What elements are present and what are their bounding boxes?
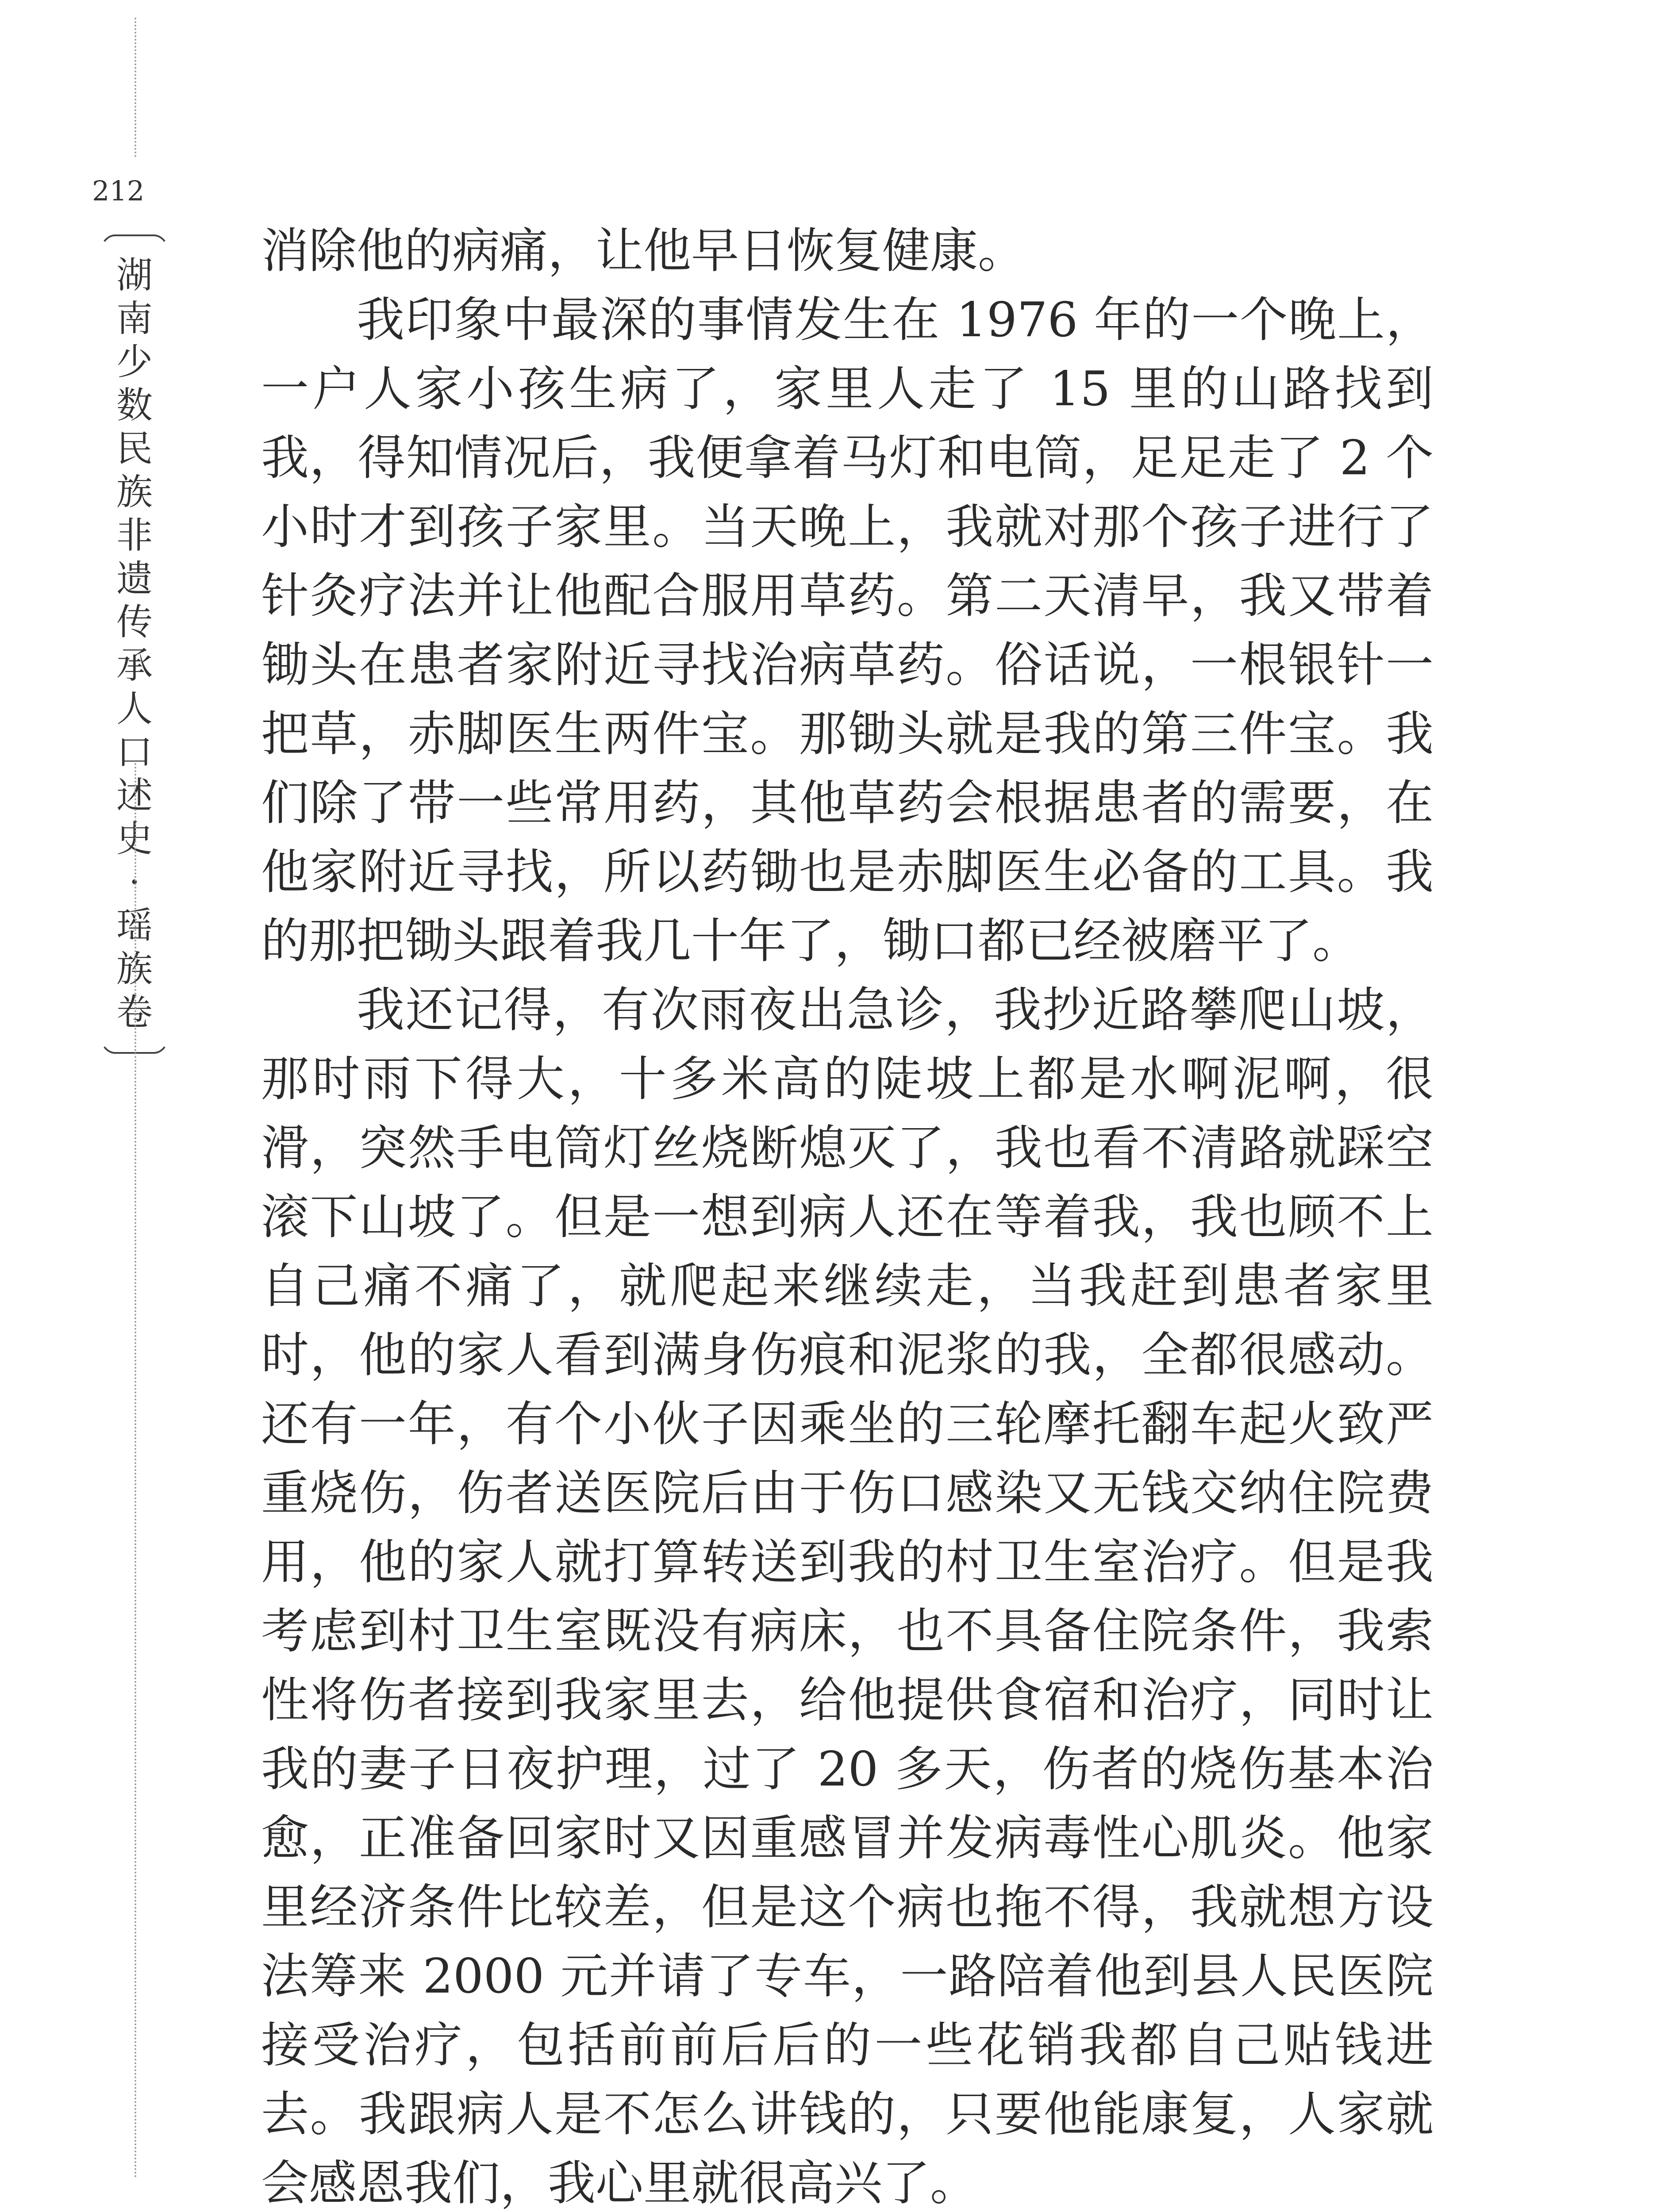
running-title-char: 史: [116, 818, 153, 860]
running-title-char: 族: [116, 471, 153, 513]
running-title-char: 遗: [116, 558, 153, 600]
running-title-char: 非: [116, 515, 153, 557]
margin-rule-bottom: [135, 763, 136, 2179]
paragraph: 我印象中最深的事情发生在 1976 年的一个晚上，一户人家小孩生病了，家里人走了 15 里的山路找到我，得知情况后，我便拿着马灯和电筒，足足走了 2 个小时才到孩子家里。当天晚上，我就对那个孩子进行了针灸疗法并让他配合服用草药。第二天清早，我又带着锄头在患者家附近寻找治病草药。俗话说，一根银针一把草，赤脚医生两件宝。那锄头就是我的第三件宝。我们除了带一些常用药，其他草药会根据患者的需要，在他家附近寻找，所以药锄也是赤脚医生必备的工具。我的那把锄头跟着我几十年了，锄口都已经被磨平了。: [261, 292, 1434, 969]
running-title-char: 瑶: [116, 905, 153, 947]
running-title-char: 卷: [116, 991, 153, 1033]
running-title-char: 南: [116, 298, 153, 340]
running-title-char: 人: [116, 688, 153, 730]
running-title-char: 湖: [116, 254, 153, 296]
paragraph: 我还记得，有次雨夜出急诊，我抄近路攀爬山坡，那时雨下得大，十多米高的陡坡上都是水啊泥啊，很滑，突然手电筒灯丝烧断熄灭了，我也看不清路就踩空滚下山坡了。但是一想到病人还在等着我，我也顾不上自己痛不痛了，就爬起来继续走，当我赶到患者家里时，他的家人看到满身伤痕和泥浆的我，全都很感动。还有一年，有个小伙子因乘坐的三轮摩托翻车起火致严重烧伤，伤者送医院后由于伤口感染又无钱交纳住院费用，他的家人就打算转送到我的村卫生室治疗。但是我考虑到村卫生室既没有病床，也不具备住院条件，我索性将伤者接到我家里去，给他提供食宿和治疗，同时让我的妻子日夜护理，过了 20 多天，伤者的烧伤基本治愈，正准备回家时又因重感冒并发病毒性心肌炎。他家里经济条件比较差，但是这个病也拖不得，我就想方设法筹来 2000 元并请了专车，一路陪着他到县人民医院接受治疗，包括前前后后的一些花销我都自己贴钱进去。我跟病人是不怎么讲钱的，只要他能康复，人家就会感恩我们，我心里就很高兴了。: [261, 983, 1434, 2211]
running-title-char: 数: [116, 384, 153, 426]
margin-rule-top: [135, 18, 136, 157]
running-title-char: 少: [116, 341, 153, 383]
running-title-char: 口: [116, 731, 153, 773]
body-text: [261, 217, 1434, 2212]
running-title-char: 述: [116, 775, 153, 817]
paragraph: 消除他的病痛，让他早日恢复健康。: [261, 223, 1026, 279]
running-title-char: 传: [116, 601, 153, 643]
running-title-char: ·: [128, 861, 141, 903]
running-title-char: 族: [116, 948, 153, 990]
running-title-char: 承: [116, 645, 153, 687]
running-title-char: 民: [116, 428, 153, 470]
page-number: 212: [92, 175, 145, 207]
